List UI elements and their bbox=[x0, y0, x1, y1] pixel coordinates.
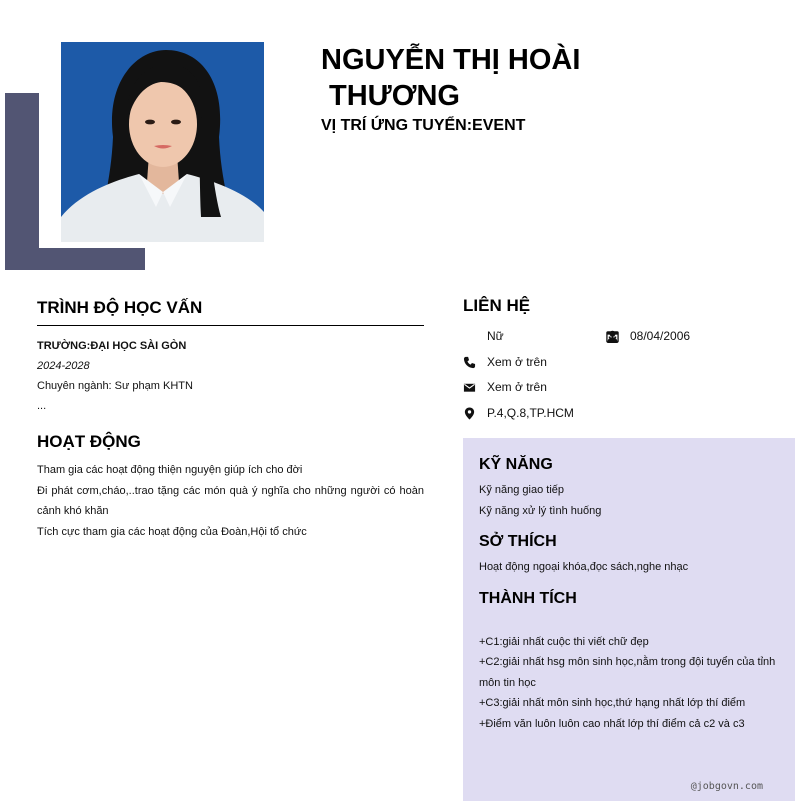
contact-title: LIÊN HỆ bbox=[463, 296, 531, 315]
location-pin-icon bbox=[463, 407, 476, 420]
activity-item: Tích cực tham gia các hoạt động của Đoàn,Hội tổ chức bbox=[37, 525, 307, 538]
side-panel bbox=[463, 438, 795, 801]
mail-icon bbox=[463, 381, 476, 394]
hobbies-text: Hoạt động ngoại khóa,đọc sách,nghe nhạc bbox=[479, 561, 689, 573]
decorative-bar-vertical bbox=[5, 93, 39, 270]
achievement-item: +C2:giải nhất hsg môn sinh học,nằm trong đội tuyển của tỉnh môn tin học bbox=[479, 656, 776, 689]
candidate-name-line2: THƯƠNG bbox=[329, 80, 460, 112]
achievements-list bbox=[479, 632, 779, 735]
phone-value: Xem ở trên bbox=[487, 354, 547, 369]
education-extra: ... bbox=[37, 400, 47, 412]
skills-title: KỸ NĂNG bbox=[479, 456, 553, 473]
education-title: TRÌNH ĐỘ HỌC VẤN bbox=[37, 298, 424, 326]
contact-row-gender-birth bbox=[463, 326, 793, 352]
achievement-item: +Điểm văn luôn luôn cao nhất lớp thí điểm cả c2 và c3 bbox=[479, 717, 745, 730]
decorative-bar-horizontal bbox=[5, 248, 145, 270]
skill-item: Kỹ năng xử lý tình huống bbox=[479, 504, 602, 517]
contact-row-email bbox=[463, 377, 793, 403]
activities-list bbox=[37, 460, 424, 542]
education-section bbox=[37, 336, 424, 416]
candidate-name-line1: NGUYỄN THỊ HOÀI bbox=[321, 44, 581, 76]
watermark: @jobgovn.com bbox=[690, 781, 763, 792]
left-column bbox=[37, 298, 424, 542]
hobbies-title: SỞ THÍCH bbox=[479, 533, 557, 550]
profile-photo bbox=[61, 42, 264, 242]
education-school: TRƯỜNG:ĐẠI HỌC SÀI GÒN bbox=[37, 340, 187, 352]
activities-title: HOẠT ĐỘNG bbox=[37, 432, 141, 451]
position-applied: VỊ TRÍ ỨNG TUYỂN:EVENT bbox=[321, 117, 526, 134]
education-years: 2024-2028 bbox=[37, 360, 90, 372]
activity-item: Đi phát cơm,cháo,..trao tặng các món quà ý nghĩa cho những người có hoàn cảnh khó khăn bbox=[37, 484, 424, 517]
email-value: Xem ở trên bbox=[487, 380, 547, 394]
gender-value: Nữ bbox=[487, 329, 504, 343]
candidate-name bbox=[321, 42, 580, 114]
education-major: Chuyên ngành: Sư phạm KHTN bbox=[37, 380, 193, 392]
achievement-item: +C1:giải nhất cuộc thi viết chữ đẹp bbox=[479, 635, 649, 648]
address-value: P.4,Q.8,TP.HCM bbox=[487, 405, 574, 420]
achievements-title: THÀNH TÍCH bbox=[479, 589, 577, 607]
contact-row-address bbox=[463, 403, 793, 429]
calendar-icon bbox=[606, 330, 619, 343]
contact-row-phone bbox=[463, 352, 793, 378]
contact-section bbox=[463, 296, 793, 428]
achievement-item: +C3:giải nhất môn sinh học,thứ hạng nhất lớp thí điểm bbox=[479, 697, 746, 709]
birthdate-value: 08/04/2006 bbox=[630, 329, 691, 343]
skills-list bbox=[479, 480, 779, 521]
skill-item: Kỹ năng giao tiếp bbox=[479, 484, 565, 496]
activity-item: Tham gia các hoạt động thiện nguyện giúp ích cho đời bbox=[37, 464, 303, 476]
phone-icon bbox=[463, 356, 476, 369]
